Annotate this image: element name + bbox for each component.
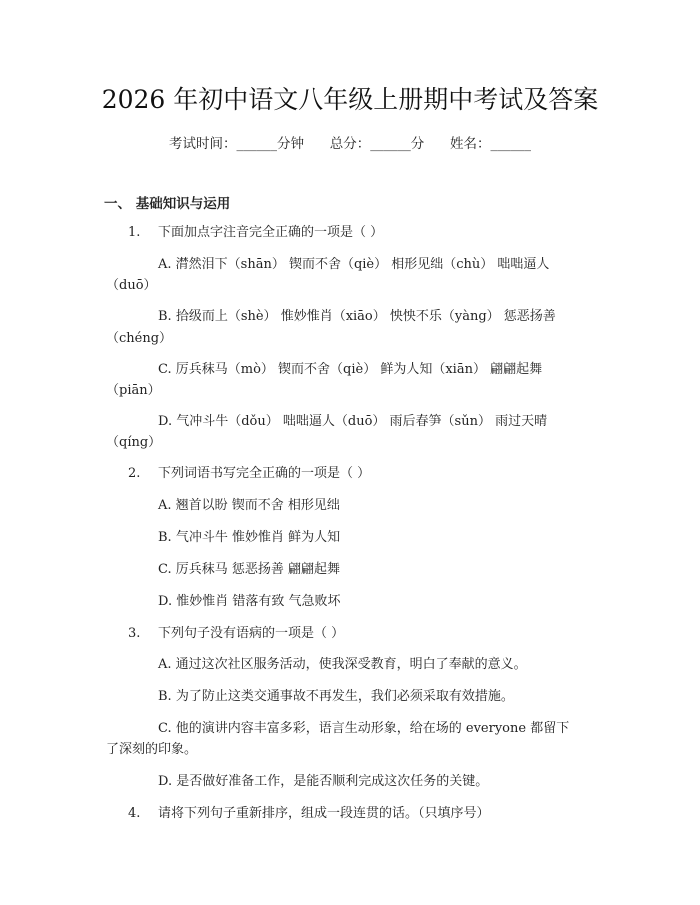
question-1-option-a: A. 潸然泪下（shān） 锲而不舍（qiè） 相形见绌（chù） 咄咄逼人 [158, 257, 550, 272]
question-3-number: 3. [128, 626, 141, 641]
question-2-option-b: B. 气冲斗牛 惟妙惟肖 鲜为人知 [158, 530, 341, 545]
question-1-option-a-continued: （duō） [106, 278, 157, 293]
exam-info-line: 考试时间：______分钟 总分：______分 姓名：______ [169, 136, 531, 152]
question-2-number: 2. [128, 466, 141, 481]
question-1-number: 1. [128, 225, 141, 240]
question-4-number: 4. [128, 806, 141, 821]
question-3-option-a: A. 通过这次社区服务活动，使我深受教育，明白了奉献的意义。 [158, 657, 527, 672]
question-2-option-d: D. 惟妙惟肖 错落有致 气急败坏 [158, 594, 341, 609]
question-2-text: 下列词语书写完全正确的一项是（ ） [158, 466, 371, 481]
question-1-text: 下面加点字注音完全正确的一项是（ ） [158, 225, 384, 240]
question-1-option-d-continued: （qíng） [106, 435, 162, 450]
question-3-option-c: C. 他的演讲内容丰富多彩，语言生动形象，给在场的 everyone 都留下 [158, 721, 570, 736]
question-3-option-c-continued: 了深刻的印象。 [106, 742, 198, 757]
question-1-option-c: C. 厉兵秣马（mò） 锲而不舍（qiè） 鲜为人知（xiān） 翩翩起舞 [158, 362, 543, 377]
question-2-option-c: C. 厉兵秣马 惩恶扬善 翩翩起舞 [158, 562, 341, 577]
question-3-option-b: B. 为了防止这类交通事故不再发生，我们必须采取有效措施。 [158, 689, 514, 704]
question-2-option-a: A. 翘首以盼 锲而不舍 相形见绌 [158, 498, 340, 513]
question-3-option-d: D. 是否做好准备工作，是能否顺利完成这次任务的关键。 [158, 774, 489, 789]
question-1-option-c-continued: （piān） [106, 383, 161, 398]
question-1-option-b: B. 拾级而上（shè） 惟妙惟肖（xiāo） 怏怏不乐（yàng） 惩恶扬善 [158, 309, 556, 324]
question-1-option-b-continued: （chéng） [106, 331, 173, 346]
section-heading-basic-knowledge: 一、 基础知识与运用 [104, 196, 231, 212]
exam-title: 2026 年初中语文八年级上册期中考试及答案 [101, 85, 599, 114]
question-4-text: 请将下列句子重新排序，组成一段连贯的话。（只填序号） [158, 806, 490, 821]
question-1-option-d: D. 气冲斗牛（dǒu） 咄咄逼人（duō） 雨后春笋（sǔn） 雨过天晴 [158, 414, 548, 429]
question-3-text: 下列句子没有语病的一项是（ ） [158, 626, 345, 641]
